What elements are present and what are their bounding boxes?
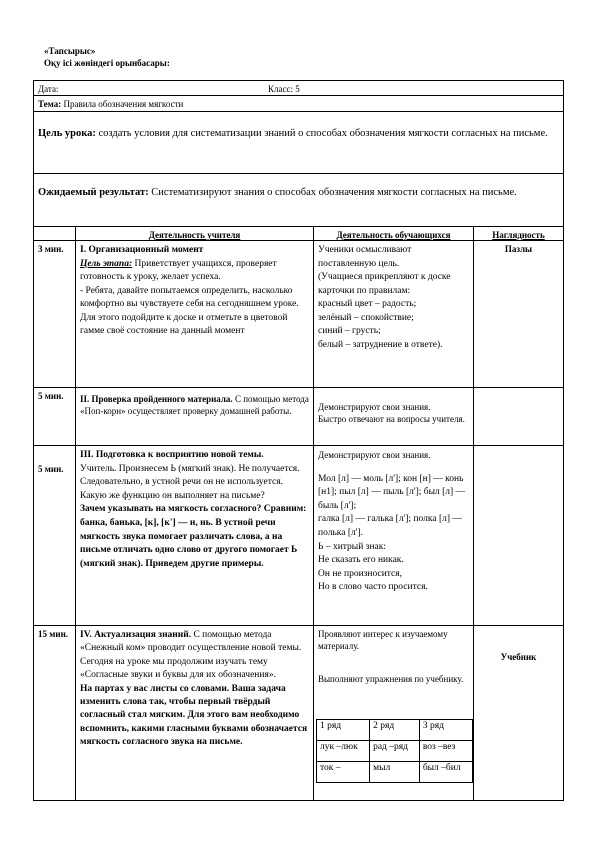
teacher-cell [75, 388, 313, 445]
students-cell [313, 241, 473, 387]
exercise-cell: лук –люк [317, 741, 370, 762]
exercise-row [317, 762, 473, 783]
column-header-teacher: Деятельность учителя [75, 227, 313, 240]
topic-row [34, 96, 563, 112]
visual-cell [473, 388, 563, 445]
goal-text: создать условия для систематизации знаний о способах обозначения мягкости согласных на письме. [98, 128, 548, 139]
stage-title: II. Проверка пройденного материала. [80, 394, 233, 404]
column-header-visual: Наглядность [473, 227, 563, 240]
date-row [34, 81, 563, 96]
student-line: (Учащиеся прикрепляют к доске карточки по правилам: [318, 272, 451, 296]
exercise-cell: ток – [317, 762, 370, 783]
exercise-cell: воз –вез [419, 741, 472, 762]
student-line: синий – грусть; [318, 326, 381, 336]
poem-line: Но в слово часто просится. [318, 582, 428, 593]
student-line: Мол [л] — моль [л']; кон [н] — конь [н1]; пыл [л] — пыль [л']; был [л] — быль [л']; [318, 473, 466, 511]
teacher-cell [75, 446, 313, 625]
exercise-header-row [317, 720, 473, 741]
exercise-header-cell: 3 ряд [419, 720, 472, 741]
poem-line: Не сказать его никак. [318, 555, 404, 566]
visual-cell [473, 446, 563, 625]
student-line: Демонстрируют свои знания. [318, 402, 431, 412]
exercise-cell: был –бил [419, 762, 472, 783]
student-line: зелёный – спокойствие; [318, 312, 414, 323]
row-time: 5 мин. [38, 464, 64, 474]
exercise-cell: рад –ряд [370, 741, 420, 762]
exercise-table [316, 719, 473, 783]
teacher-text: Учитель. Произнесем Ь (мягкий знак). Не получается. Следовательно, в устной речи он не используется. Какую же функцию он выполняет на письме? [80, 463, 300, 501]
lesson-plan-table [33, 80, 564, 801]
result-label: Ожидаемый результат: [38, 187, 149, 198]
teacher-bold-text: На партах у вас листы со словами. Ваша задача изменить слова так, чтобы первый твёрдый согласный стал мягким. Для этого вам необходимо вспомнить, какими гласными буквами обозначается мягкость согласного звука на письме. [80, 683, 308, 748]
table-row [34, 446, 563, 626]
table-row [34, 241, 563, 388]
exercise-header-cell: 1 ряд [317, 720, 370, 741]
teacher-text: - Ребята, давайте попытаемся определить, насколько комфортно вы чувствуете себя на сегодняшнем уроке. Для этого подойдите к доске и отметьте в цветовой гамме своё состояние на данный момент [80, 285, 299, 336]
student-line: белый – затруднение в ответе). [318, 339, 443, 350]
goal-label: Цель урока: [38, 128, 96, 139]
student-line: Проявляют интерес к изучаемому материалу. [318, 629, 448, 651]
teacher-text: С помощью метода «Поп-корн» осуществляет проверку домашней работы. [80, 394, 309, 416]
column-header-row [34, 227, 563, 241]
header-line-1: «Тапсырыс» [44, 46, 96, 56]
stage-title: IV. Актуализация знаний. [80, 630, 192, 640]
row-time: 15 мин. [38, 629, 69, 639]
stage-goal-text: Приветствует учащихся, проверяет готовность к уроку, желает успеха. [80, 258, 277, 282]
student-line: Быстро отвечают на вопросы учителя. [318, 413, 465, 424]
exercise-row [317, 741, 473, 762]
result-text: Систематизируют знания о способах обозначения мягкости согласных на письме. [151, 187, 517, 198]
exercise-cell: мыл [370, 762, 420, 783]
table-row [34, 388, 563, 446]
topic-text: Правила обозначения мягкости [63, 99, 184, 109]
class-label: Класс: 5 [268, 84, 300, 94]
row-time: 5 мин. [38, 391, 64, 401]
student-line: галка [л] — галька [л']; полка [л] — полька [л']. [318, 514, 462, 538]
stage-title: III. Подготовка к восприятию новой темы. [80, 450, 264, 460]
result-row [34, 174, 563, 227]
visual-cell: Учебник [473, 626, 563, 800]
header-line-2: Оқу ісі жөніндегі орынбасары: [44, 58, 170, 68]
table-row [34, 626, 563, 800]
students-cell [313, 388, 473, 445]
row-time: 3 мин. [38, 244, 64, 254]
stage-goal-label: Цель этапа: [80, 258, 133, 269]
student-line: Ученики осмысливают поставленную цель. [318, 245, 412, 269]
teacher-bold-text: Зачем указывать на мягкость согласного? Сравним: банка, банька, [к], [к'] — н, нь. В устной речи мягкость звука помогает различать слова, а на письме отличать одно слово от другого помогает Ь (мягкий знак). Приведем другие примеры. [80, 504, 307, 569]
poem-line: Он не произносится, [318, 568, 403, 579]
topic-label: Тема: [38, 99, 62, 109]
poem-line: Ь – хитрый знак: [318, 541, 386, 552]
students-cell [313, 626, 473, 800]
student-line: Выполняют упражнения по учебнику. [318, 674, 464, 684]
student-line: Демонстрируют свои знания. [318, 450, 431, 460]
column-header-students: Деятельность обучающихся [313, 227, 473, 240]
student-line: красный цвет – радость; [318, 299, 417, 309]
teacher-text: С помощью метода «Снежный ком» проводит осуществление новой темы. Сегодня на уроке мы продолжим изучать тему «Согласные звуки и буквы для их обозначения». [80, 630, 302, 681]
goal-row [34, 112, 563, 174]
students-cell [313, 446, 473, 625]
date-label: Дата: [38, 84, 59, 94]
visual-cell: Пазлы [473, 241, 563, 387]
teacher-cell [75, 241, 313, 387]
exercise-header-cell: 2 ряд [370, 720, 420, 741]
stage-title: I. Организационный момент [80, 245, 204, 255]
teacher-cell [75, 626, 313, 800]
